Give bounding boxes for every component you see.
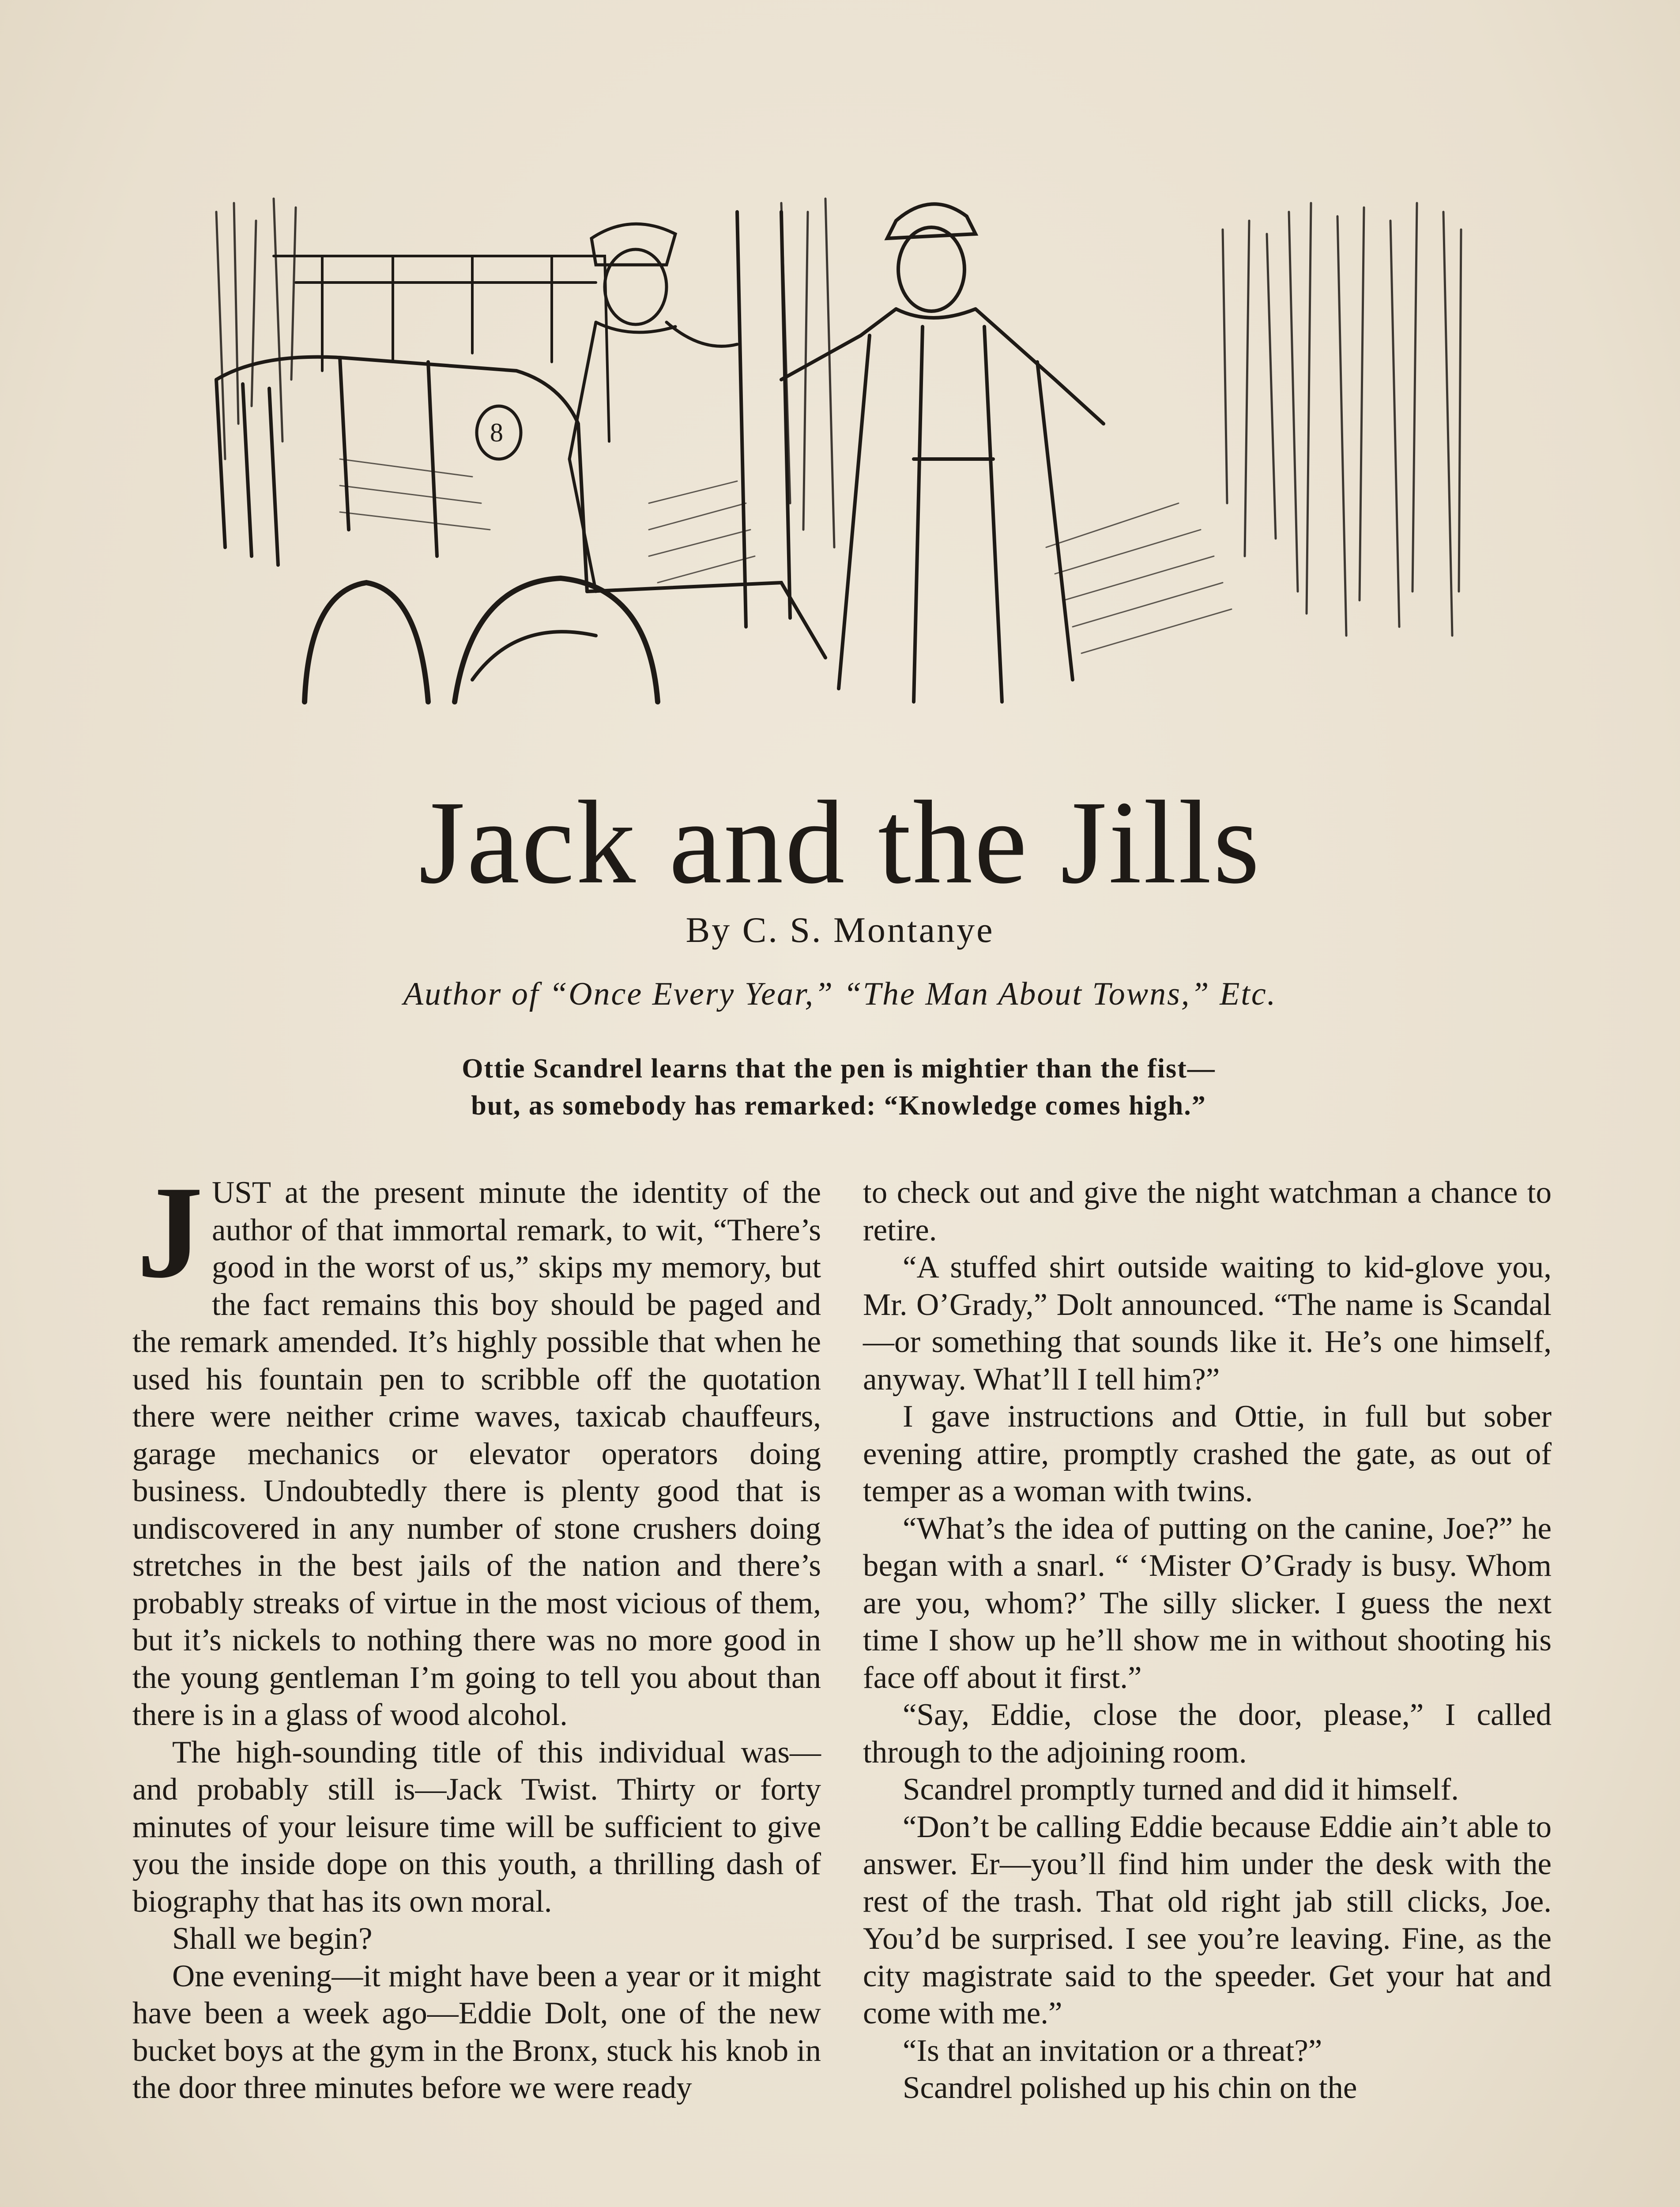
- story-title: Jack and the Jills: [418, 776, 1262, 908]
- blurb-line: but, as somebody has remarked: “Knowledge comes high.”: [471, 1090, 1206, 1121]
- paragraph: “A stuffed shirt outside waiting to kid-glove you, Mr. O’Grady,” Dolt announced. “The name is Scandal—or something that sounds like it. He’s one himself, anyway. What’ll I tell him?”: [863, 1250, 1552, 1397]
- story-illustration: [207, 194, 1470, 724]
- paragraph: “Don’t be calling Eddie because Eddie ain’t able to answer. Er—you’ll find him under the desk with the rest of the trash. That old right jab still clicks, Joe. You’d be surprised. I see you’re leaving. Fine, as the city magistrate said to the speeder. Get your hat and come with me.”: [863, 1809, 1552, 2030]
- text-column-left: [132, 1159, 821, 2107]
- svg-text:8: 8: [490, 418, 503, 447]
- text-column-right: [863, 1174, 1552, 2107]
- paragraph: “What’s the idea of putting on the canine, Joe?” he began with a snarl. “ ‘Mister O’Grady is busy. Whom are you, whom?’ The silly slicker. I guess the next time I show up he’ll show me in without shooting his face off about it first.”: [863, 1511, 1552, 1695]
- paragraph: “Is that an invitation or a threat?”: [903, 2033, 1322, 2068]
- paragraph: One evening—it might have been a year or it might have been a week ago—Eddie Dolt, one of the new bucket boys at the gym in the Bronx, stuck his knob in the door three minutes before we were ready: [132, 1958, 821, 2105]
- paragraph: “Say, Eddie, close the door, please,” I called through to the adjoining room.: [863, 1698, 1552, 1770]
- author-credits: Author of “Once Every Year,” “The Man About Towns,” Etc.: [403, 976, 1277, 1012]
- byline: By C. S. Montanye: [686, 910, 994, 950]
- paragraph: Scandrel polished up his chin on the: [903, 2071, 1357, 2105]
- blurb-line: Ottie Scandrel learns that the pen is mightier than the fist—: [462, 1054, 1216, 1084]
- paragraph: The high-sounding title of this individual was—and probably still is—Jack Twist. Thirty or forty minutes of your leisure time will be sufficient to give you the inside dope on this youth, a thrilling dash of biography that has its own moral.: [132, 1735, 821, 1919]
- story-blurb: [309, 1051, 1368, 1124]
- paragraph: I gave instructions and Ottie, in full but sober evening attire, promptly crashed the gate, as out of temper as a woman with twins.: [863, 1399, 1552, 1508]
- paragraph: [132, 1159, 821, 1734]
- paragraph: to check out and give the night watchman a chance to retire.: [863, 1175, 1552, 1247]
- paragraph: Scandrel promptly turned and did it himself.: [903, 1772, 1459, 1807]
- paragraph: Shall we begin?: [172, 1921, 373, 1956]
- drop-cap: J: [137, 1159, 203, 1305]
- paragraph-text: UST at the present minute the identity of the author of that immortal remark, to wit, “There’s good in the worst of us,” skips my memory, but the fact remains this boy should be paged and the remark amended. It’s highly possible that when he used his fountain pen to scribble off the quotation there were neither crime waves, taxicab chauffeurs, garage mechanics or elevator operators doing business. Undoubtedly there is plenty good that is undiscovered in any number of stone crushers doing stretches in the best jails of the nation and there’s probably streaks of virtue in the most vicious of them, but it’s nickels to nothing there was no more good in the young gentleman I’m going to tell you about than there is in a glass of wood alcohol.: [132, 1175, 821, 1732]
- illustration-drawing: [207, 194, 1470, 724]
